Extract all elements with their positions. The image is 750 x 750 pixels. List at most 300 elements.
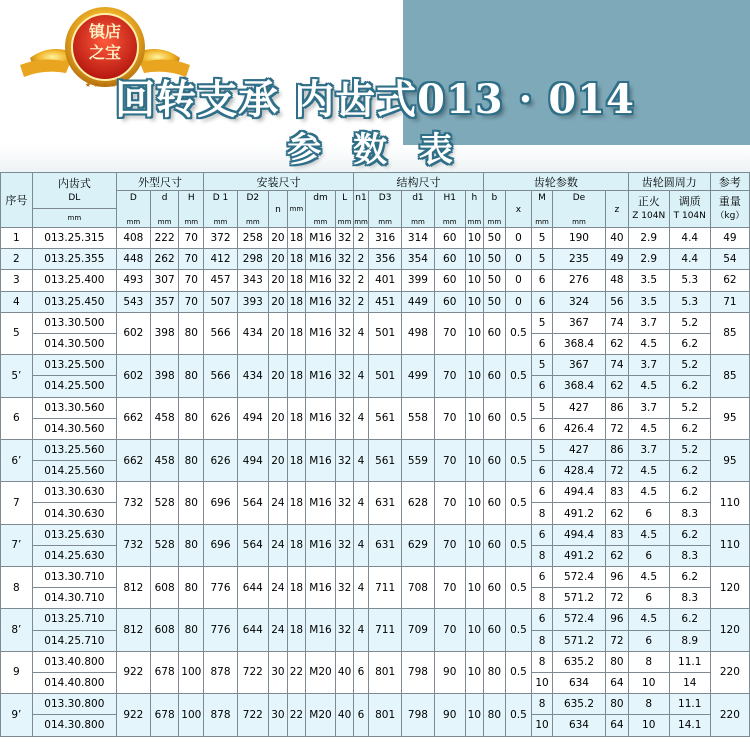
cell-h: 10 (465, 270, 483, 291)
cell-d3: 501 (369, 312, 402, 354)
cell-d1: 559 (402, 439, 435, 481)
cell-d: 398 (150, 355, 179, 397)
row-serial: 2 (1, 249, 33, 270)
row-serial: 3 (1, 270, 33, 291)
cell-d1: 499 (402, 355, 435, 397)
row-serial: 9’ (1, 694, 33, 736)
cell-f2: 6.2 (669, 609, 710, 630)
cell-d: 678 (150, 694, 179, 736)
cell-d: 543 (116, 291, 150, 312)
cell-de: 368.4 (552, 376, 605, 397)
cell-l: 32 (336, 609, 353, 651)
cell-mm: 22 (288, 651, 305, 693)
cell-d: 678 (150, 651, 179, 693)
cell-n: 20 (268, 291, 287, 312)
row-model: 013.25.450 (32, 291, 116, 312)
cell-m: 6 (532, 524, 553, 545)
cell-f2: 8.3 (669, 503, 710, 524)
cell-de: 634 (552, 672, 605, 693)
cell-d: 493 (116, 270, 150, 291)
cell-d: 922 (116, 694, 150, 736)
cell-x: 0 (505, 228, 532, 249)
cell-m: 6 (532, 482, 553, 503)
cell-l: 32 (336, 291, 353, 312)
cell-d2: 564 (237, 524, 268, 566)
cell-f2: 5.2 (669, 397, 710, 418)
cell-de: 571.2 (552, 588, 605, 609)
cell-l: 32 (336, 228, 353, 249)
col-b-header: b mm (484, 191, 506, 228)
cell-z: 83 (606, 524, 629, 545)
cell-d: 812 (116, 567, 150, 609)
cell-de: 426.4 (552, 418, 605, 439)
cell-f1: 6 (628, 630, 669, 651)
cell-w: 62 (710, 270, 749, 291)
row-model: 014.30.710 (32, 588, 116, 609)
cell-h: 10 (465, 228, 483, 249)
col-D3-header: D3 mm (369, 191, 402, 228)
cell-f1: 4.5 (628, 609, 669, 630)
cell-f2: 6.2 (669, 461, 710, 482)
table-row (1, 439, 750, 460)
row-serial: 5 (1, 312, 33, 354)
cell-b: 50 (484, 249, 506, 270)
cell-d1: 696 (204, 524, 238, 566)
group-gear-header: 齿轮参数 (484, 173, 629, 191)
cell-d3: 501 (369, 355, 402, 397)
row-model: 014.25.560 (32, 461, 116, 482)
cell-de: 494.4 (552, 524, 605, 545)
row-model: 013.25.355 (32, 249, 116, 270)
cell-h1: 90 (434, 694, 465, 736)
cell-d: 528 (150, 482, 179, 524)
row-model: 014.30.560 (32, 418, 116, 439)
cell-m: 6 (532, 461, 553, 482)
row-model: 013.30.630 (32, 482, 116, 503)
cell-de: 571.2 (552, 630, 605, 651)
cell-mm: 18 (288, 249, 305, 270)
cell-mm: 18 (288, 312, 305, 354)
badge-text: 镇店之宝 (88, 22, 121, 62)
cell-d1: 354 (402, 249, 435, 270)
cell-dm: M16 (305, 567, 336, 609)
cell-n: 20 (268, 312, 287, 354)
cell-f1: 3.5 (628, 291, 669, 312)
cell-f1: 3.7 (628, 355, 669, 376)
cell-h: 10 (465, 249, 483, 270)
cell-z: 83 (606, 482, 629, 503)
cell-d3: 631 (369, 524, 402, 566)
cell-weight: 95 (710, 397, 749, 439)
cell-l: 32 (336, 249, 353, 270)
cell-de: 572.4 (552, 567, 605, 588)
cell-mm: 18 (288, 355, 305, 397)
cell-h: 80 (179, 609, 204, 651)
cell-d: 528 (150, 524, 179, 566)
table-row (1, 249, 750, 270)
cell-dm: M16 (305, 270, 336, 291)
cell-x: 0.5 (505, 355, 532, 397)
cell-h: 10 (465, 397, 483, 439)
cell-f1: 3.7 (628, 312, 669, 333)
cell-h1: 70 (434, 567, 465, 609)
cell-d2: 564 (237, 482, 268, 524)
cell-d: 732 (116, 482, 150, 524)
cell-h: 10 (465, 651, 483, 693)
cell-f2: 14.1 (669, 715, 710, 736)
cell-de: 367 (552, 312, 605, 333)
cell-d3: 801 (369, 694, 402, 736)
cell-h: 80 (179, 355, 204, 397)
cell-n1: 4 (353, 312, 368, 354)
row-model: 014.30.500 (32, 333, 116, 354)
cell-f1: 10 (628, 672, 669, 693)
cell-n1: 2 (353, 291, 368, 312)
col-bolt-hole-header: mm (288, 191, 305, 228)
cell-z: 96 (606, 609, 629, 630)
row-serial: 8 (1, 567, 33, 609)
cell-d2: 434 (237, 312, 268, 354)
cell-m: 6 (532, 270, 553, 291)
cell-dm: M16 (305, 355, 336, 397)
cell-dm: M16 (305, 609, 336, 651)
cell-h1: 90 (434, 651, 465, 693)
cell-de: 634 (552, 715, 605, 736)
cell-x: 0 (505, 270, 532, 291)
header-banner (0, 0, 750, 172)
cell-d1: 412 (204, 249, 238, 270)
col-x-header: x (505, 191, 532, 228)
cell-d3: 451 (369, 291, 402, 312)
cell-d2: 722 (237, 651, 268, 693)
cell-d: 458 (150, 397, 179, 439)
cell-f2: 6.2 (669, 376, 710, 397)
cell-weight: 85 (710, 355, 749, 397)
svg-text:★ ★ ★ ★ ★: ★ ★ ★ ★ ★ (84, 81, 126, 89)
cell-d: 732 (116, 524, 150, 566)
cell-d: 357 (150, 291, 179, 312)
cell-dm: M20 (305, 651, 336, 693)
cell-de: 494.4 (552, 482, 605, 503)
row-serial: 8’ (1, 609, 33, 651)
cell-h: 80 (179, 482, 204, 524)
cell-mm: 18 (288, 567, 305, 609)
cell-d3: 561 (369, 439, 402, 481)
cell-b: 60 (484, 567, 506, 609)
cell-d1: 708 (402, 567, 435, 609)
cell-h: 10 (465, 439, 483, 481)
cell-de: 427 (552, 397, 605, 418)
cell-z: 48 (606, 270, 629, 291)
cell-b: 60 (484, 609, 506, 651)
cell-d1: 457 (204, 270, 238, 291)
cell-l: 32 (336, 270, 353, 291)
cell-weight: 110 (710, 482, 749, 524)
cell-f1: 4.5 (628, 524, 669, 545)
cell-mm: 18 (288, 482, 305, 524)
cell-dm: M16 (305, 249, 336, 270)
row-model: 014.25.500 (32, 376, 116, 397)
cell-h: 70 (179, 228, 204, 249)
cell-d2: 644 (237, 567, 268, 609)
row-serial: 1 (1, 228, 33, 249)
cell-f1: 6 (628, 545, 669, 566)
cell-m: 5 (532, 397, 553, 418)
cell-weight: 220 (710, 694, 749, 736)
cell-n1: 6 (353, 651, 368, 693)
cell-dm: M16 (305, 312, 336, 354)
spec-table (0, 172, 750, 737)
col-d1-header: d1 mm (402, 191, 435, 228)
cell-b: 60 (484, 439, 506, 481)
col-h-header: h mm (465, 191, 483, 228)
cell-mm: 22 (288, 694, 305, 736)
cell-f1: 6 (628, 588, 669, 609)
table-row (1, 524, 750, 545)
cell-de: 491.2 (552, 503, 605, 524)
cell-l: 32 (336, 524, 353, 566)
cell-z: 96 (606, 567, 629, 588)
cell-m: 6 (532, 567, 553, 588)
cell-de: 190 (552, 228, 605, 249)
cell-d1: 626 (204, 397, 238, 439)
col-force-tempered-header: 调质 T 104N (669, 191, 710, 228)
cell-d1: 314 (402, 228, 435, 249)
cell-x: 0.5 (505, 567, 532, 609)
cell-f2: 4.4 (669, 249, 710, 270)
cell-m: 8 (532, 694, 553, 715)
cell-h1: 70 (434, 482, 465, 524)
cell-d1: 449 (402, 291, 435, 312)
cell-f1: 4.5 (628, 461, 669, 482)
cell-n1: 4 (353, 439, 368, 481)
cell-f1: 4.5 (628, 482, 669, 503)
cell-n: 30 (268, 694, 287, 736)
cell-n1: 4 (353, 482, 368, 524)
cell-dm: M16 (305, 397, 336, 439)
cell-d: 398 (150, 312, 179, 354)
cell-h: 80 (179, 397, 204, 439)
cell-n: 24 (268, 524, 287, 566)
cell-dm: M16 (305, 291, 336, 312)
cell-f2: 5.3 (669, 291, 710, 312)
cell-n: 20 (268, 355, 287, 397)
cell-f1: 10 (628, 715, 669, 736)
cell-h1: 70 (434, 355, 465, 397)
cell-m: 6 (532, 376, 553, 397)
cell-b: 60 (484, 355, 506, 397)
cell-f1: 4.5 (628, 567, 669, 588)
row-model: 014.25.630 (32, 545, 116, 566)
cell-m: 8 (532, 630, 553, 651)
cell-d2: 393 (237, 291, 268, 312)
col-H1-header: H1 mm (434, 191, 465, 228)
cell-b: 80 (484, 651, 506, 693)
cell-d1: 626 (204, 439, 238, 481)
cell-d2: 258 (237, 228, 268, 249)
cell-weight: 85 (710, 312, 749, 354)
cell-m: 8 (532, 503, 553, 524)
cell-f2: 6.2 (669, 333, 710, 354)
cell-mm: 18 (288, 270, 305, 291)
cell-d: 448 (116, 249, 150, 270)
cell-weight: 95 (710, 439, 749, 481)
cell-n: 30 (268, 651, 287, 693)
cell-d1: 629 (402, 524, 435, 566)
cell-l: 32 (336, 567, 353, 609)
cell-z: 72 (606, 630, 629, 651)
cell-f2: 8.9 (669, 630, 710, 651)
cell-mm: 18 (288, 291, 305, 312)
cell-x: 0.5 (505, 694, 532, 736)
table-row (1, 291, 750, 312)
col-D1-header: D 1 mm (204, 191, 238, 228)
cell-z: 64 (606, 715, 629, 736)
col-H-header: H mm (179, 191, 204, 228)
row-model: 014.30.630 (32, 503, 116, 524)
cell-mm: 18 (288, 397, 305, 439)
cell-l: 32 (336, 312, 353, 354)
col-D2-header: D2 mm (237, 191, 268, 228)
cell-m: 5 (532, 439, 553, 460)
cell-b: 50 (484, 228, 506, 249)
table-row (1, 270, 750, 291)
cell-n1: 4 (353, 524, 368, 566)
row-model: 014.40.800 (32, 672, 116, 693)
cell-m: 5 (532, 355, 553, 376)
cell-h: 10 (465, 355, 483, 397)
cell-d3: 711 (369, 567, 402, 609)
table-row (1, 567, 750, 588)
cell-d2: 343 (237, 270, 268, 291)
row-serial: 6 (1, 397, 33, 439)
cell-m: 6 (532, 609, 553, 630)
cell-d1: 566 (204, 355, 238, 397)
cell-d: 608 (150, 609, 179, 651)
cell-d1: 566 (204, 312, 238, 354)
cell-w: 54 (710, 249, 749, 270)
cell-z: 72 (606, 461, 629, 482)
cell-d: 608 (150, 567, 179, 609)
cell-d: 602 (116, 312, 150, 354)
col-L-header: L mm (336, 191, 353, 228)
cell-h: 10 (465, 524, 483, 566)
cell-f2: 11.1 (669, 651, 710, 672)
cell-x: 0 (505, 291, 532, 312)
cell-d1: 628 (402, 482, 435, 524)
row-serial: 7’ (1, 524, 33, 566)
cell-h: 80 (179, 439, 204, 481)
cell-h: 80 (179, 524, 204, 566)
row-serial: 4 (1, 291, 33, 312)
table-row (1, 228, 750, 249)
cell-n: 20 (268, 228, 287, 249)
cell-d3: 711 (369, 609, 402, 651)
cell-f2: 5.2 (669, 439, 710, 460)
cell-de: 324 (552, 291, 605, 312)
cell-z: 49 (606, 249, 629, 270)
cell-f2: 14 (669, 672, 710, 693)
cell-h: 10 (465, 694, 483, 736)
cell-d: 408 (116, 228, 150, 249)
cell-m: 10 (532, 715, 553, 736)
cell-d3: 631 (369, 482, 402, 524)
col-dm-header: dm mm (305, 191, 336, 228)
cell-d1: 878 (204, 694, 238, 736)
cell-weight: 220 (710, 651, 749, 693)
row-serial: 7 (1, 482, 33, 524)
cell-f1: 2.9 (628, 249, 669, 270)
col-n1-header: n1 mm (353, 191, 368, 228)
col-model-header (32, 173, 116, 209)
cell-l: 32 (336, 482, 353, 524)
cell-n1: 4 (353, 609, 368, 651)
cell-n1: 2 (353, 270, 368, 291)
cell-f1: 6 (628, 503, 669, 524)
cell-x: 0 (505, 249, 532, 270)
cell-f1: 4.5 (628, 418, 669, 439)
cell-d: 222 (150, 228, 179, 249)
cell-de: 276 (552, 270, 605, 291)
col-z-header: z (606, 191, 629, 228)
cell-n1: 4 (353, 355, 368, 397)
cell-f1: 4.5 (628, 333, 669, 354)
cell-f2: 4.4 (669, 228, 710, 249)
cell-f1: 3.7 (628, 439, 669, 460)
cell-d: 922 (116, 651, 150, 693)
col-model-unit: mm (32, 209, 116, 228)
cell-h: 80 (179, 312, 204, 354)
table-row (1, 651, 750, 672)
cell-mm: 18 (288, 609, 305, 651)
cell-m: 6 (532, 291, 553, 312)
cell-h1: 60 (434, 291, 465, 312)
cell-z: 72 (606, 588, 629, 609)
col-weight-header: 重量 （kg） (710, 191, 749, 228)
cell-d1: 558 (402, 397, 435, 439)
group-force-header: 齿轮圆周力 (628, 173, 710, 191)
cell-d3: 316 (369, 228, 402, 249)
cell-n1: 4 (353, 567, 368, 609)
cell-h1: 70 (434, 397, 465, 439)
table-row (1, 312, 750, 333)
cell-d: 458 (150, 439, 179, 481)
cell-z: 72 (606, 418, 629, 439)
cell-d1: 709 (402, 609, 435, 651)
cell-f1: 8 (628, 694, 669, 715)
cell-z: 62 (606, 376, 629, 397)
cell-z: 62 (606, 333, 629, 354)
cell-x: 0.5 (505, 524, 532, 566)
cell-h: 70 (179, 270, 204, 291)
cell-d: 262 (150, 249, 179, 270)
cell-x: 0.5 (505, 609, 532, 651)
cell-n: 24 (268, 609, 287, 651)
cell-b: 50 (484, 270, 506, 291)
cell-de: 635.2 (552, 651, 605, 672)
page-title: 回转支承 内齿式013 · 014 (115, 76, 635, 123)
cell-d3: 801 (369, 651, 402, 693)
cell-d3: 561 (369, 397, 402, 439)
cell-m: 10 (532, 672, 553, 693)
cell-d3: 401 (369, 270, 402, 291)
cell-d1: 399 (402, 270, 435, 291)
group-ref-header: 参考 (710, 173, 749, 191)
cell-h1: 60 (434, 228, 465, 249)
cell-h1: 70 (434, 439, 465, 481)
cell-de: 635.2 (552, 694, 605, 715)
cell-d: 662 (116, 439, 150, 481)
